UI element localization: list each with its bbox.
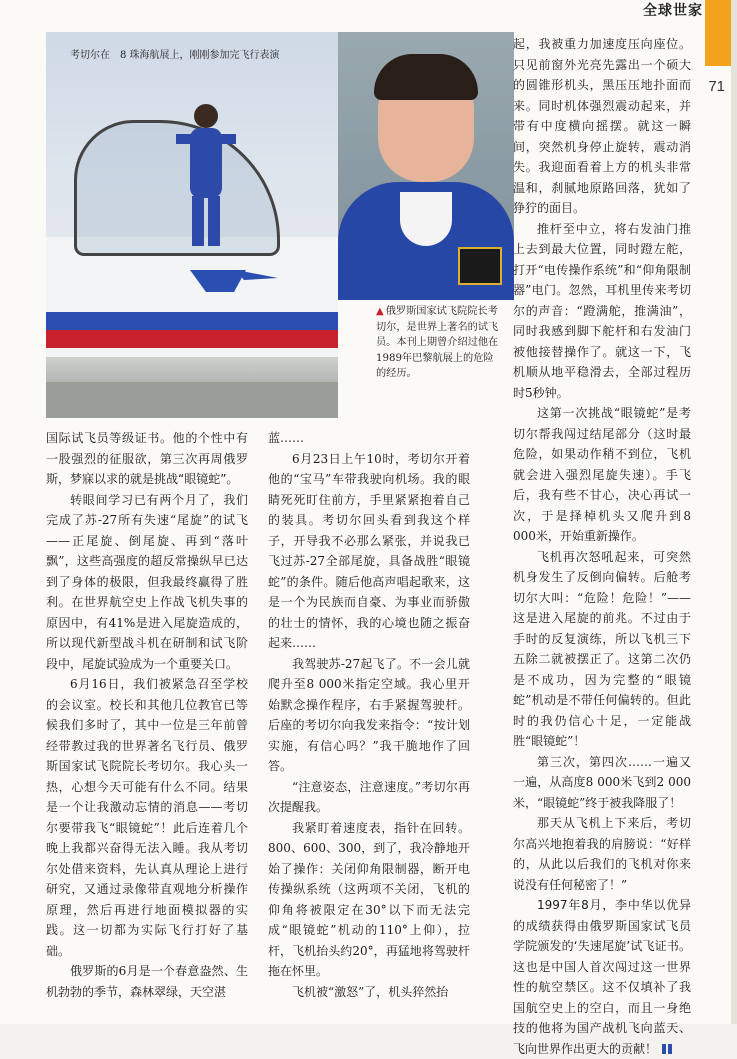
portrait-photo (338, 32, 514, 300)
paragraph: 我驾驶苏-27起飞了。不一会儿就爬升至8 000米指定空域。我心里开始默念操作程序，右手紧握驾驶杆。后座的考切尔向我发来指令：“按计划实施，有信心吗？”我干脆地作了回答。 (268, 656, 470, 773)
paragraph: 这第一次挑战“眼镜蛇”是考切尔帮我闯过结尾部分（这时最危险，如果动作稍不到位，飞机就会进入强烈尾旋失速）。手飞后，我有些不甘心，决心再试一次，于是择棹机头又爬升到8 000米，开始重新操作。 (513, 406, 691, 543)
ground-strip (46, 382, 338, 418)
paragraph: 飞机被“激怒”了，机头猝然抬 (292, 984, 449, 999)
fuselage-red-stripe (46, 330, 338, 348)
paragraph: 我紧盯着速度表，指针在回转。800、600、300，到了，我冷静地开始了操作：关闭仰角限制器，断开电传操纵系统（这两项不关闭，飞机的仰角将被限定在30°以下而无法完成“眼镜蛇”机动的110°上仰），拉杆，飞机抬头约20°，再猛地将驾驶杆拖在怀里。 (268, 820, 470, 978)
page-edge (731, 0, 737, 1024)
jet-photo-caption: 考切尔在 8 珠海航展上，刚刚参加完飞行表演 (70, 50, 280, 61)
paragraph: 1997年8月，李中华以优异的成绩获得由俄罗斯国家试飞员学院颁发的‘失速尾旋’试飞证书。这也是中国人首次闯过这一世界性的航空禁区。这不仅填补了我国航空史上的空白，而且一身绝技的他将为国产战机飞向蓝天、飞向世界作出更大的贡献！ (513, 898, 691, 1056)
paragraph: “注意姿态，注意速度。”考切尔再次提醒我。 (268, 779, 470, 814)
paragraph: 转眼间学习已有两个月了，我们完成了苏-27所有失速“尾旋”的试飞——正尾旋、倒尾旋、再到“落叶飘”，这些高强度的超反常操纵早已达到了身体的极限，但我最终赢得了胜利。在世界航空史上作战飞机失事的原因中，有41%是进入尾旋造成的，所以现代新型战斗机在研制和试飞阶段中，尾旋试验成为一个重要关口。 (46, 492, 248, 671)
masthead: 全球世家 (643, 3, 703, 19)
paragraph: 6月16日，我们被紧急召至学校的会议室。校长和其他几位教官已等候我们多时了，其中一位是三年前曾经带教过我的世界著名飞行员、俄罗斯国家试飞院院长考切尔。我心头一热，心想今天可能有什么不同。结果是一个让我激动忘情的消息——考切尔要带我飞“眼镜蛇”！此后连着几个晚上我都兴奋得无法入睡。我从考切尔处借来资料，先认真从理论上进行研究，又通过录像带直观地分析操作原理，然后再进行地面模拟器的实践。这一切都为实际飞行打好了基础。 (46, 677, 248, 958)
paragraph: 6月23日上午10时，考切尔开着他的“宝马”车带我驶向机场。我的眼睛死死盯住前方，手里紧紧抱着自己的装具。考切尔回头看到我这个样子，开导我不必那么紧张，并说我已飞过苏-27全部尾旋，具备战胜“眼镜蛇”的条件。随后他高声唱起歌来，这是一个为民族而自豪、为事业而骄傲的壮士的情怀，我的心境也随之振奋起来…… (268, 451, 470, 650)
paragraph: 国际试飞员等级证书。他的个性中有一股强烈的征服欲，第三次再周俄罗斯，梦寐以求的就是挑战“眼镜蛇”。 (46, 431, 248, 486)
pilot-figure (176, 100, 236, 250)
portrait-caption (376, 304, 500, 382)
caption-triangle-icon: ▲ (376, 306, 384, 317)
jet-photo (46, 32, 338, 418)
aircraft-logo-icon (186, 264, 282, 298)
shirt-collar (400, 192, 452, 246)
section-tab (705, 0, 731, 66)
paragraph: 飞机再次怒吼起来，可突然机身发生了反倒向偏转。后舱考切尔大叫：“危险！危险！”——这是进入尾旋的前兆。不过由于手时的反复演练，所以飞机三下五除二就被摆正了。这第二次仍是不成功，因为完整的“眼镜蛇”机动是不带任何偏转的。但此时的我仍信心十足，一定能战胜“眼镜蛇”！ (513, 549, 691, 748)
page-number: 71 (708, 78, 725, 95)
paragraph: 起，我被重力加速度压向座位。只见前窗外光亮先露出一个硕大的圆锥形机头，黑压压地扑面而来。同时机体强烈震动起来，并带有中度横向摇摆。就这一瞬间，突然机身停止旋转，震动消失。我迎面看着上方的机头非常温和，刹腻地原路回落，犹如了狰狞的面目。 (513, 37, 691, 215)
paragraph: 蓝…… (268, 431, 305, 445)
end-mark-icon (661, 1043, 673, 1055)
fuselage-blue-stripe (46, 312, 338, 330)
badge-patch-icon (458, 247, 502, 285)
column-2 (268, 428, 470, 1002)
portrait-hair (374, 54, 478, 100)
paragraph: 第三次，第四次……一遍又一遍，从高度8 000米飞到2 000米，“眼镜蛇”终于被我降服了！ (513, 754, 691, 810)
column-3 (513, 34, 691, 1059)
portrait-caption-text: 俄罗斯国家试飞院院长考切尔，是世界上著名的试飞员。本刊上期曾介绍过他在1989年巴黎航展上的危险的经历。 (376, 306, 499, 379)
paragraph: 推杆至中立，将右发油门推上去到最大位置，同时蹬左舵，打开“电传操作系统”和“仰角限制器”电门。忽然，耳机里传来考切尔的声音：“蹬满舵，推满油”，同时我感到脚下舵杆和右发油门被他接替操作了。就这一下，飞机顺从地平稳滑去，全部过程历时5秒钟。 (513, 221, 691, 400)
paragraph: 那天从飞机上下来后，考切尔高兴地抱着我的肩膀说：“好样的，从此以后我们的飞机对你来说没有任何秘密了！” (513, 816, 691, 892)
paragraph: 俄罗斯的6月是一个春意盎然、生机勃勃的季节，森林翠绿，天空湛 (46, 964, 248, 999)
column-1 (46, 428, 248, 1002)
